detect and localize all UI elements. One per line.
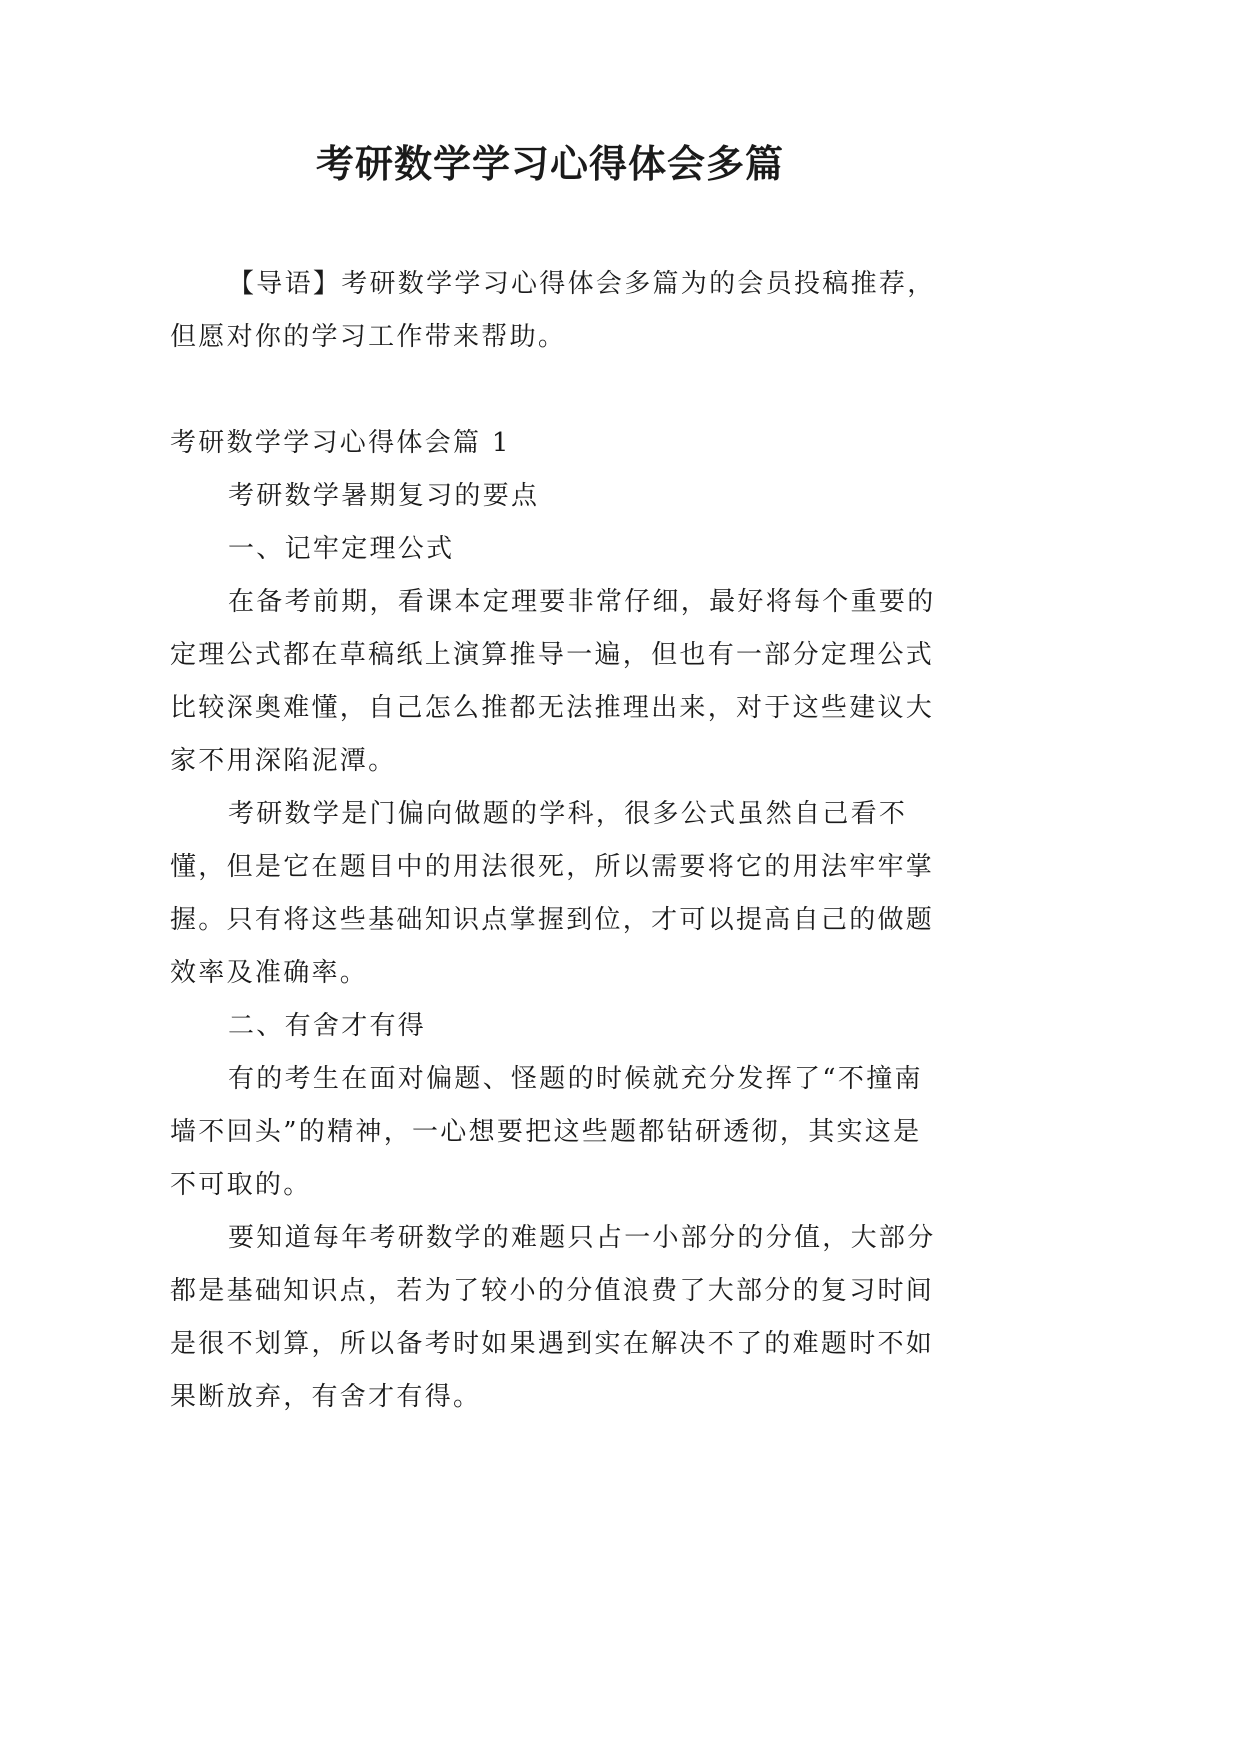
body-paragraph: 要知道每年考研数学的难题只占一小部分的分值，大部分都是基础知识点，若为了较小的分值浪费了大部分的复习时间是很不划算，所以备考时如果遇到实在解决不了的难题时不如果断放弃，有舍才有得。	[170, 1223, 936, 1412]
document-title: 考研数学学习心得体会多篇	[315, 142, 784, 186]
point-heading: 二、有舍才有得	[228, 1011, 427, 1041]
point-heading: 一、记牢定理公式	[228, 534, 455, 564]
section-title: 考研数学学习心得体会篇 1	[170, 428, 511, 458]
body-paragraph: 有的考生在面对偏题、怪题的时候就充分发挥了“不撞南墙不回头”的精神，一心想要把这些题都钻研透彻，其实这是不可取的。	[170, 1064, 923, 1200]
body-paragraph: 考研数学是门偏向做题的学科，很多公式虽然自己看不懂，但是它在题目中的用法很死，所以需要将它的用法牢牢掌握。只有将这些基础知识点掌握到位，才可以提高自己的做题效率及准确率。	[170, 799, 935, 988]
body-paragraph: 在备考前期，看课本定理要非常仔细，最好将每个重要的定理公式都在草稿纸上演算推导一遍，但也有一部分定理公式比较深奥难懂，自己怎么推都无法推理出来，对于这些建议大家不用深陷泥潭。	[170, 587, 936, 776]
document-body	[170, 258, 940, 1424]
intro-paragraph: 【导语】考研数学学习心得体会多篇为的会员投稿推荐，但愿对你的学习工作带来帮助。	[170, 269, 936, 352]
subsection-heading: 考研数学暑期复习的要点	[228, 481, 540, 511]
